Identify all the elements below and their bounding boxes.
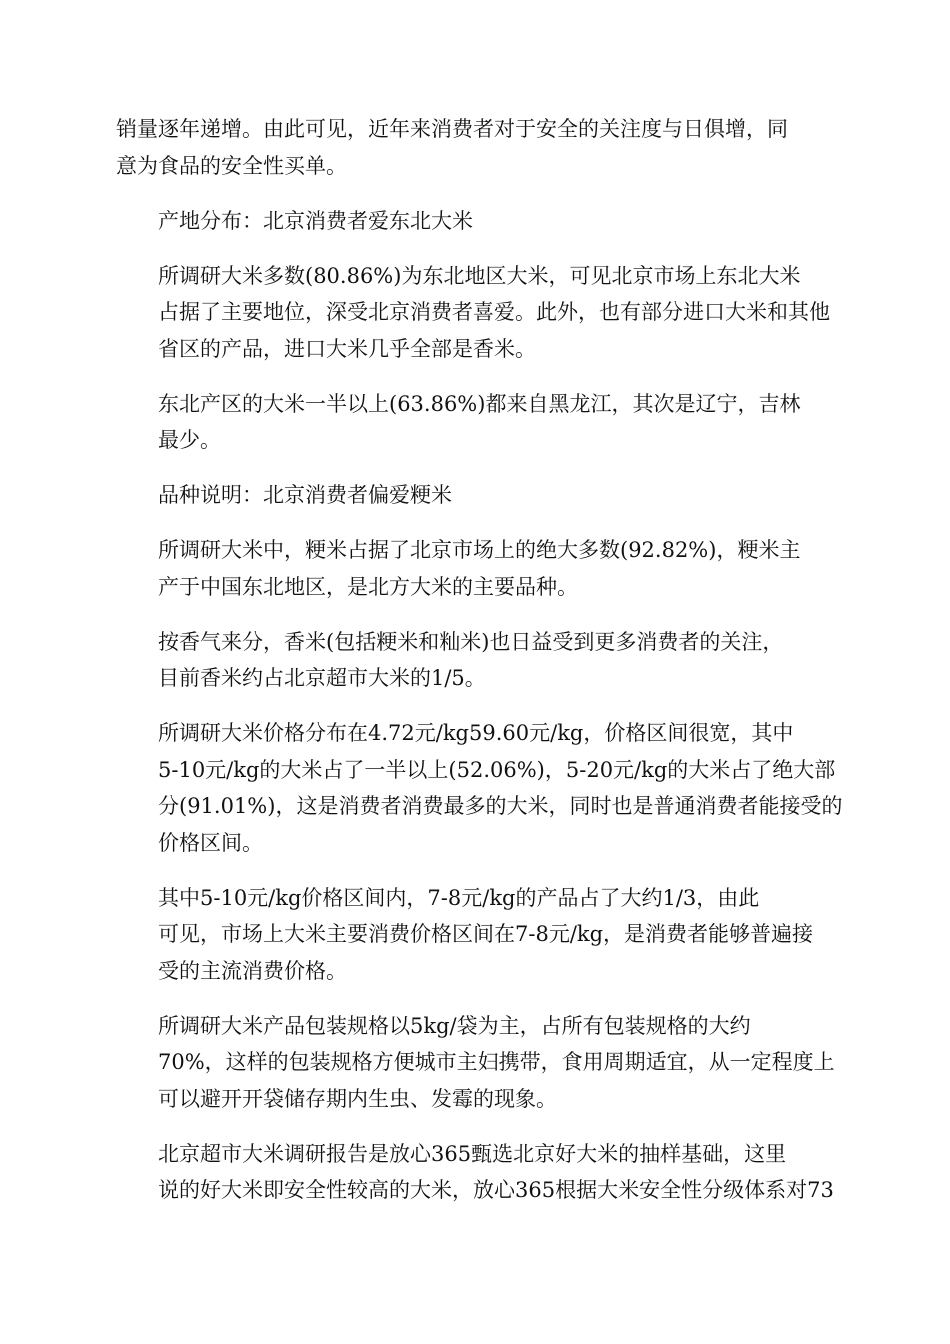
text-line: 产于中国东北地区，是北方大米的主要品种。 <box>158 574 578 599</box>
text-line: 占据了主要地位，深受北京消费者喜爱。此外，也有部分进口大米和其他 <box>158 300 830 324</box>
text-line: 目前香米约占北京超市大米的1/5。 <box>158 666 486 690</box>
text-line: 可以避开开袋储存期内生虫、发霉的现象。 <box>158 1086 557 1111</box>
section-heading-origin <box>116 203 836 240</box>
text-line: 省区的产品，进口大米几乎全部是香米。 <box>158 336 536 361</box>
text-line: 东北产区的大米一半以上(63.86%)都来自黑龙江，其次是辽宁，吉林 <box>158 391 801 416</box>
text-line: 所调研大米价格分布在4.72元/kg59.60元/kg，价格区间很宽，其中 <box>158 721 794 745</box>
text-line: 5-10元/kg的大米占了一半以上(52.06%)，5-20元/kg的大米占了绝大部 <box>158 757 836 782</box>
document-body <box>116 111 843 1227</box>
text-line: 所调研大米中，粳米占据了北京市场上的绝大多数(92.82%)，粳米主 <box>158 538 801 562</box>
text-line: 意为食品的安全性买单。 <box>116 153 347 178</box>
paragraph <box>116 880 836 990</box>
text-line: 可见，市场上大米主要消费价格区间在7-8元/kg，是消费者能够普遍接 <box>158 922 814 946</box>
text-line: 所调研大米多数(80.86%)为东北地区大米，可见北京市场上东北大米 <box>158 263 801 288</box>
paragraph <box>116 386 836 459</box>
paragraph <box>116 258 836 368</box>
text-line: 分(91.01%)，这是消费者消费最多的大米，同时也是普通消费者能接受的 <box>158 794 843 818</box>
text-line: 按香气来分，香米(包括粳米和籼米)也日益受到更多消费者的关注， <box>158 629 784 654</box>
text-line: 产地分布：北京消费者爱东北大米 <box>158 208 473 233</box>
text-line: 受的主流消费价格。 <box>158 958 347 983</box>
text-line: 所调研大米产品包装规格以5kg/袋为主，占所有包装规格的大约 <box>158 1013 751 1038</box>
paragraph <box>116 1136 836 1209</box>
text-line: 其中5-10元/kg价格区间内，7-8元/kg的产品占了大约1/3，由此 <box>158 885 760 910</box>
section-heading-variety <box>116 477 836 514</box>
text-line: 价格区间。 <box>158 830 263 855</box>
paragraph <box>116 111 836 184</box>
text-line: 说的好大米即安全性较高的大米，放心365根据大米安全性分级体系对73 <box>158 1178 834 1202</box>
text-line: 70%，这样的包装规格方便城市主妇携带，食用周期适宜，从一定程度上 <box>158 1050 835 1074</box>
paragraph <box>116 715 843 861</box>
text-line: 品种说明：北京消费者偏爱粳米 <box>158 483 452 507</box>
text-line: 销量逐年递增。由此可见，近年来消费者对于安全的关注度与日俱增，同 <box>116 117 788 141</box>
paragraph <box>116 624 836 697</box>
paragraph <box>116 1008 836 1118</box>
text-line: 北京超市大米调研报告是放心365甄选北京好大米的抽样基础，这里 <box>158 1141 787 1166</box>
text-line: 最少。 <box>158 428 221 452</box>
paragraph <box>116 532 836 605</box>
